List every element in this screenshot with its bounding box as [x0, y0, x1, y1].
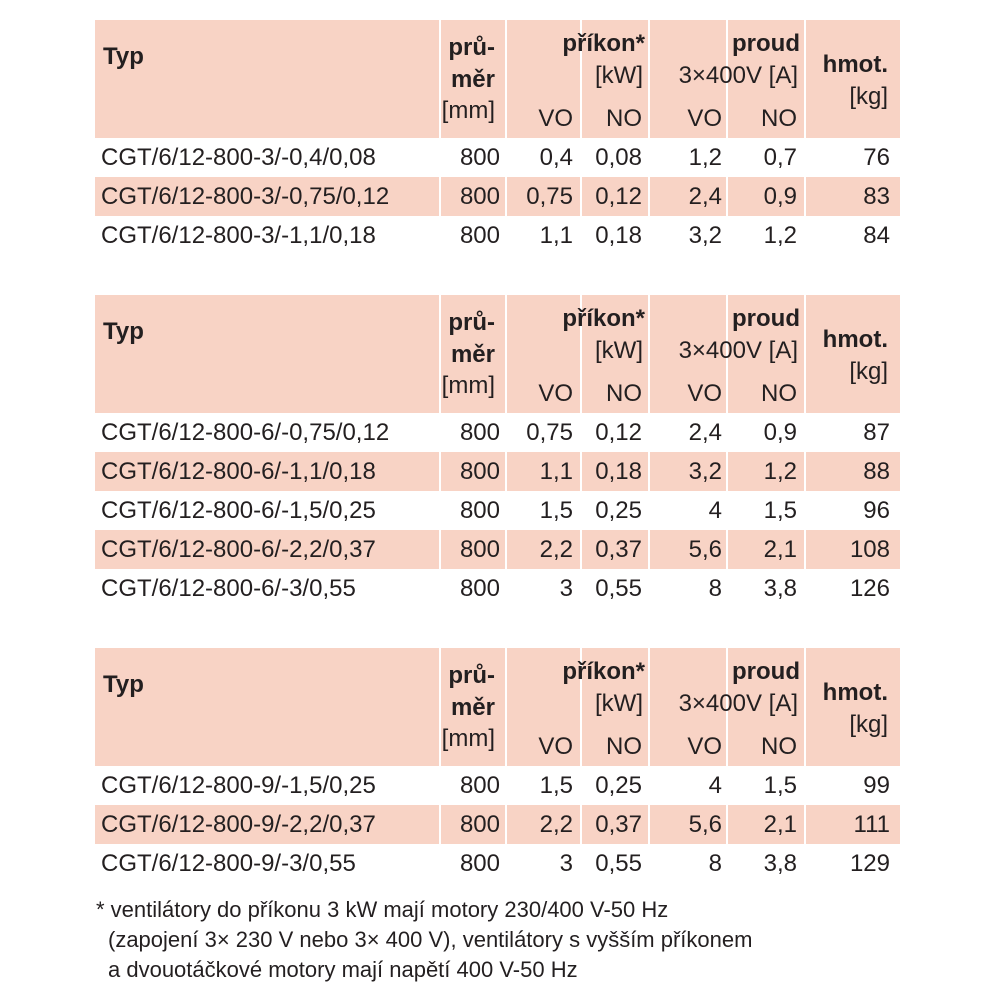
- cell-prumer: 800: [459, 536, 500, 563]
- cell-prikon-no: 0,25: [595, 772, 642, 799]
- cell-prumer: 800: [459, 222, 500, 249]
- cell-prikon-vo: 3: [559, 575, 573, 602]
- header-typ: Typ: [103, 671, 144, 698]
- header-prikon-unit: [kW]: [595, 690, 643, 717]
- cell-prikon-no: 0,12: [595, 419, 642, 446]
- cell-prikon-vo: 0,75: [526, 419, 573, 446]
- header-prikon-vo: VO: [538, 733, 573, 760]
- spec-table-1: [95, 20, 900, 255]
- cell-prikon-vo: 3: [559, 850, 573, 877]
- spec-table-3: [95, 648, 900, 883]
- cell-prikon-no: 0,37: [595, 811, 642, 838]
- header-proud-unit: 3×400V [A]: [678, 690, 798, 717]
- header-cell: [95, 648, 439, 766]
- cell-proud-no: 0,9: [763, 419, 797, 446]
- cell-prikon-vo: 2,2: [539, 536, 573, 563]
- spec-table-2: [95, 295, 900, 608]
- header-hmot-unit: [kg]: [849, 711, 888, 738]
- cell-proud-no: 1,5: [763, 772, 797, 799]
- cell-hmot: 126: [849, 575, 890, 602]
- cell-prikon-vo: 1,1: [539, 458, 573, 485]
- cell-hmot: 96: [863, 497, 890, 524]
- cell-typ: CGT/6/12-800-6/-1,5/0,25: [101, 497, 376, 524]
- header-prumer-2: měr: [450, 694, 495, 721]
- header-cell: [95, 295, 439, 413]
- header-proud-no: NO: [761, 380, 797, 407]
- cell-prumer: 800: [459, 144, 500, 171]
- cell-prikon-vo: 2,2: [539, 811, 573, 838]
- cell-typ: CGT/6/12-800-6/-2,2/0,37: [101, 536, 376, 563]
- cell-prikon-vo: 0,75: [526, 183, 573, 210]
- cell-prumer: 800: [459, 183, 500, 210]
- cell-hmot: 84: [863, 222, 890, 249]
- header-prumer-1: prů-: [448, 309, 495, 336]
- header-prumer-2: měr: [450, 66, 495, 93]
- cell-typ: CGT/6/12-800-6/-3/0,55: [101, 575, 356, 602]
- header-prumer-unit: [mm]: [441, 97, 495, 124]
- cell-proud-vo: 3,2: [688, 458, 722, 485]
- header-prikon-vo: VO: [538, 380, 573, 407]
- header-hmot: hmot.: [822, 679, 888, 706]
- header-proud-unit: 3×400V [A]: [678, 62, 798, 89]
- header-hmot-unit: [kg]: [849, 83, 888, 110]
- cell-proud-no: 1,5: [763, 497, 797, 524]
- header-prikon: příkon*: [562, 305, 645, 332]
- cell-prikon-vo: 1,5: [539, 497, 573, 524]
- cell-hmot: 129: [849, 850, 890, 877]
- header-hmot: hmot.: [822, 51, 888, 78]
- table-row: [95, 177, 900, 216]
- cell-hmot: 76: [863, 144, 890, 171]
- cell-typ: CGT/6/12-800-6/-0,75/0,12: [101, 419, 390, 446]
- cell-hmot: 99: [863, 772, 890, 799]
- cell-prumer: 800: [459, 575, 500, 602]
- header-typ: Typ: [103, 318, 144, 345]
- cell-prikon-no: 0,18: [595, 222, 642, 249]
- table-row: [95, 844, 900, 883]
- cell-typ: CGT/6/12-800-6/-1,1/0,18: [101, 458, 376, 485]
- table-row: [95, 530, 900, 569]
- cell-proud-no: 2,1: [763, 536, 797, 563]
- cell-prumer: 800: [459, 419, 500, 446]
- header-proud-no: NO: [761, 733, 797, 760]
- header-proud-no: NO: [761, 105, 797, 132]
- cell-prikon-no: 0,18: [595, 458, 642, 485]
- cell-proud-no: 3,8: [763, 850, 797, 877]
- footnote-line-2: (zapojení 3× 230 V nebo 3× 400 V), ventilátory s vyšším příkonem: [108, 927, 753, 952]
- header-proud: proud: [732, 305, 800, 332]
- table-row: [95, 413, 900, 452]
- cell-prikon-no: 0,37: [595, 536, 642, 563]
- cell-proud-vo: 8: [708, 850, 722, 877]
- cell-typ: CGT/6/12-800-9/-2,2/0,37: [101, 811, 376, 838]
- cell-prumer: 800: [459, 458, 500, 485]
- cell-prumer: 800: [459, 811, 500, 838]
- cell-prikon-no: 0,55: [595, 850, 642, 877]
- cell-prikon-vo: 0,4: [539, 144, 573, 171]
- cell-proud-vo: 2,4: [688, 183, 722, 210]
- cell-proud-no: 0,9: [763, 183, 797, 210]
- header-prikon-unit: [kW]: [595, 62, 643, 89]
- header-typ: Typ: [103, 43, 144, 70]
- cell-hmot: 87: [863, 419, 890, 446]
- header-prikon: příkon*: [562, 658, 645, 685]
- cell-prumer: 800: [459, 850, 500, 877]
- cell-prikon-no: 0,25: [595, 497, 642, 524]
- header-cell: [95, 20, 439, 138]
- cell-prikon-no: 0,08: [595, 144, 642, 171]
- footnote-line-1: * ventilátory do příkonu 3 kW mají motory 230/400 V-50 Hz: [96, 897, 669, 922]
- header-proud: proud: [732, 30, 800, 57]
- cell-proud-vo: 1,2: [688, 144, 722, 171]
- header-prumer-2: měr: [450, 341, 495, 368]
- header-hmot: hmot.: [822, 326, 888, 353]
- header-prumer-1: prů-: [448, 662, 495, 689]
- cell-proud-vo: 3,2: [688, 222, 722, 249]
- cell-proud-vo: 4: [708, 497, 722, 524]
- header-prikon-no: NO: [606, 380, 642, 407]
- header-prumer-unit: [mm]: [441, 372, 495, 399]
- footnote-line-3: a dvouotáčkové motory mají napětí 400 V-50 Hz: [108, 957, 578, 982]
- table-header: [95, 295, 900, 413]
- table-row: [95, 766, 900, 805]
- cell-typ: CGT/6/12-800-9/-1,5/0,25: [101, 772, 376, 799]
- cell-proud-vo: 5,6: [688, 811, 722, 838]
- header-prikon-vo: VO: [538, 105, 573, 132]
- cell-proud-no: 1,2: [763, 458, 797, 485]
- header-prumer-1: prů-: [448, 34, 495, 61]
- table-row: [95, 569, 900, 608]
- table-row: [95, 216, 900, 255]
- cell-proud-no: 1,2: [763, 222, 797, 249]
- cell-hmot: 111: [853, 811, 890, 838]
- cell-typ: CGT/6/12-800-3/-1,1/0,18: [101, 222, 376, 249]
- cell-proud-no: 0,7: [763, 144, 797, 171]
- cell-prumer: 800: [459, 772, 500, 799]
- cell-typ: CGT/6/12-800-3/-0,4/0,08: [101, 144, 376, 171]
- cell-proud-vo: 2,4: [688, 419, 722, 446]
- cell-proud-no: 2,1: [763, 811, 797, 838]
- cell-prikon-no: 0,55: [595, 575, 642, 602]
- cell-proud-vo: 8: [708, 575, 722, 602]
- cell-prikon-no: 0,12: [595, 183, 642, 210]
- table-header: [95, 648, 900, 766]
- cell-prikon-vo: 1,5: [539, 772, 573, 799]
- table-row: [95, 452, 900, 491]
- header-hmot-unit: [kg]: [849, 358, 888, 385]
- cell-hmot: 88: [863, 458, 890, 485]
- header-proud-vo: VO: [687, 105, 722, 132]
- header-proud-vo: VO: [687, 733, 722, 760]
- footnote: [96, 895, 752, 985]
- header-prumer-unit: [mm]: [441, 725, 495, 752]
- header-proud: proud: [732, 658, 800, 685]
- header-prikon-no: NO: [606, 733, 642, 760]
- cell-proud-no: 3,8: [763, 575, 797, 602]
- cell-typ: CGT/6/12-800-9/-3/0,55: [101, 850, 356, 877]
- cell-proud-vo: 4: [708, 772, 722, 799]
- cell-proud-vo: 5,6: [688, 536, 722, 563]
- header-prikon: příkon*: [562, 30, 645, 57]
- header-prikon-no: NO: [606, 105, 642, 132]
- table-row: [95, 138, 900, 177]
- table-row: [95, 491, 900, 530]
- cell-hmot: 108: [849, 536, 890, 563]
- cell-hmot: 83: [863, 183, 890, 210]
- table-header: [95, 20, 900, 138]
- cell-prumer: 800: [459, 497, 500, 524]
- cell-typ: CGT/6/12-800-3/-0,75/0,12: [101, 183, 390, 210]
- header-proud-vo: VO: [687, 380, 722, 407]
- header-prikon-unit: [kW]: [595, 337, 643, 364]
- table-row: [95, 805, 900, 844]
- cell-prikon-vo: 1,1: [539, 222, 573, 249]
- header-proud-unit: 3×400V [A]: [678, 337, 798, 364]
